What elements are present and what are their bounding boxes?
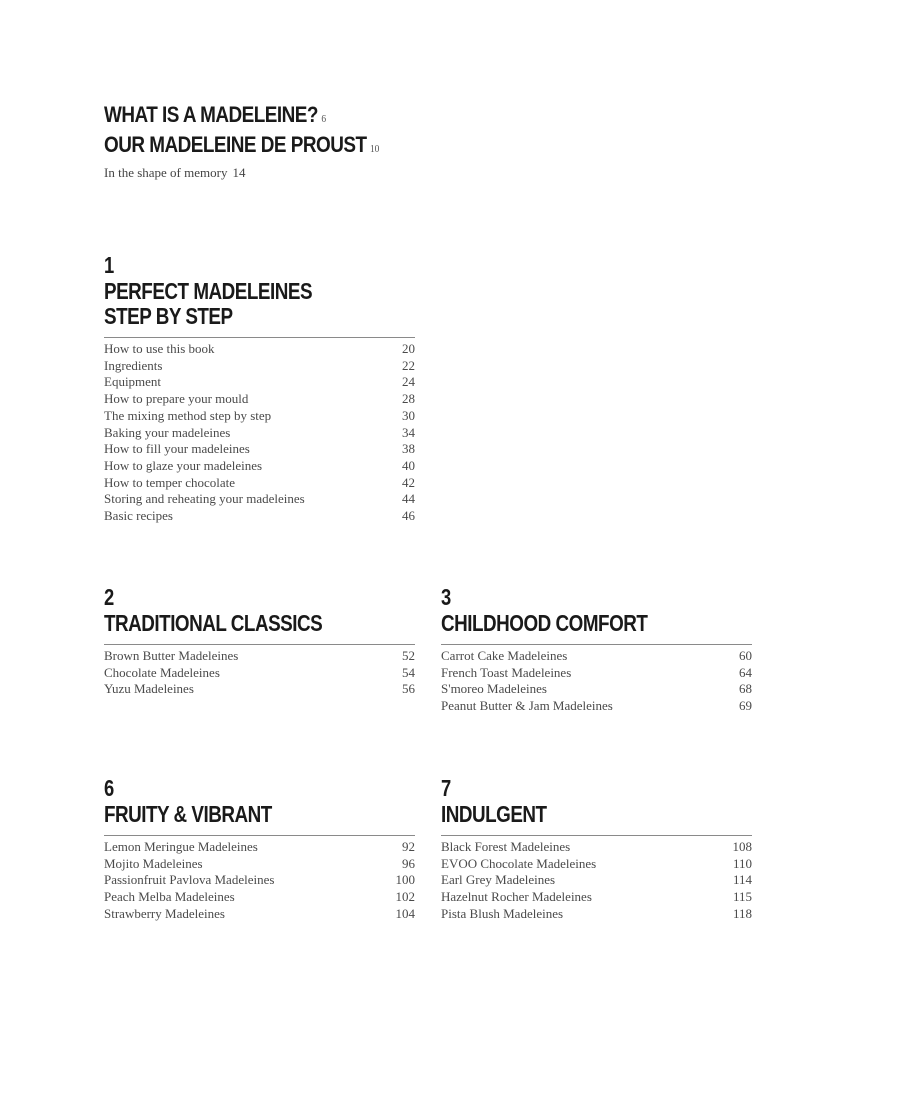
chapter-number: 2 <box>104 584 115 610</box>
toc-entry <box>104 341 415 358</box>
toc-entry-page: 108 <box>732 839 752 854</box>
chapter-divider <box>441 835 752 836</box>
chapter-entries <box>441 839 752 923</box>
toc-entry-title: Carrot Cake Madeleines <box>441 648 568 663</box>
toc-entry-title: S'moreo Madeleines <box>441 681 547 697</box>
toc-entry-page: 20 <box>402 341 415 356</box>
toc-entry-page: 115 <box>732 889 752 905</box>
toc-entry-title: How to glaze your madeleines <box>104 457 263 473</box>
toc-entry <box>104 358 415 375</box>
toc-entry <box>104 425 415 442</box>
toc-entry-page: 110 <box>732 855 752 871</box>
toc-entry-title: Lemon Meringue Madeleines <box>104 839 258 854</box>
toc-entry-title: Storing and reheating your madeleines <box>104 491 305 507</box>
chapter-title-line: STEP BY STEP <box>104 303 233 329</box>
intro-page-number: 10 <box>369 143 380 155</box>
chapter-entries <box>104 839 415 923</box>
toc-entry-page: 100 <box>395 872 415 888</box>
toc-entry <box>441 839 752 856</box>
toc-entry-title: Baking your madeleines <box>104 424 231 440</box>
toc-entry-page: 96 <box>402 855 415 871</box>
intro-title: WHAT IS A MADELEINE? <box>104 102 318 127</box>
toc-entry-page: 118 <box>732 905 752 921</box>
toc-entry-page: 52 <box>402 648 415 663</box>
toc-entry-title: EVOO Chocolate Madeleines <box>441 855 597 871</box>
toc-entry-page: 24 <box>402 374 415 390</box>
toc-entry-page: 102 <box>395 889 415 905</box>
toc-entry-title: How to prepare your mould <box>104 391 249 407</box>
toc-entry-page: 69 <box>739 698 752 714</box>
chapter-1 <box>104 253 415 525</box>
toc-entry-title: Hazelnut Rocher Madeleines <box>441 889 592 905</box>
toc-entry-title: French Toast Madeleines <box>441 664 572 680</box>
chapter-title <box>104 611 359 636</box>
toc-entry-title: The mixing method step by step <box>104 407 272 423</box>
toc-entry-page: 42 <box>402 474 415 490</box>
chapter-title <box>441 802 696 827</box>
toc-entry-title: Equipment <box>104 374 162 390</box>
toc-entry-page: 22 <box>402 357 415 373</box>
toc-entry-title: How to fill your madeleines <box>104 441 250 457</box>
chapter-divider <box>104 644 415 645</box>
toc-entry-title: Peach Melba Madeleines <box>104 889 235 905</box>
chapter-divider <box>441 644 752 645</box>
intro-sub-title: In the shape of memory <box>104 165 228 180</box>
intro-heading <box>104 132 379 162</box>
toc-entry-title: Chocolate Madeleines <box>104 664 220 680</box>
toc-entry-page: 40 <box>402 457 415 473</box>
chapter-number: 3 <box>441 584 452 610</box>
chapter-2 <box>104 585 415 698</box>
toc-entry-title: How to use this book <box>104 341 215 356</box>
chapter-6 <box>104 776 415 923</box>
chapter-divider <box>104 337 415 338</box>
toc-entry <box>104 441 415 458</box>
intro-subheading <box>104 165 424 181</box>
toc-entry <box>104 889 415 906</box>
toc-entry-page: 60 <box>739 648 752 663</box>
toc-entry <box>441 681 752 698</box>
toc-entry-title: Strawberry Madeleines <box>104 905 225 921</box>
toc-entry-page: 30 <box>402 407 415 423</box>
toc-entry-page: 34 <box>402 424 415 440</box>
chapter-divider <box>104 835 415 836</box>
chapter-number: 1 <box>104 252 115 278</box>
chapter-7 <box>441 776 752 923</box>
toc-entry-title: Black Forest Madeleines <box>441 839 571 854</box>
chapter-title <box>441 611 696 636</box>
toc-entry-title: Yuzu Madeleines <box>104 681 194 697</box>
toc-entry-page: 64 <box>739 664 752 680</box>
toc-entry <box>441 856 752 873</box>
chapter-title-line: TRADITIONAL CLASSICS <box>104 610 323 636</box>
intro-title: OUR MADELEINE DE PROUST <box>104 132 367 157</box>
chapter-title-line: PERFECT MADELEINES <box>104 278 313 304</box>
chapter-title-line: CHILDHOOD COMFORT <box>441 610 648 636</box>
toc-entry <box>104 458 415 475</box>
toc-entry <box>104 475 415 492</box>
toc-entry <box>441 872 752 889</box>
toc-entry-title: Brown Butter Madeleines <box>104 648 239 663</box>
toc-entry-page: 104 <box>395 905 415 921</box>
chapter-entries <box>104 648 415 698</box>
intro-page-number: 14 <box>232 165 246 180</box>
toc-entry-title: Peanut Butter & Jam Madeleines <box>441 698 613 714</box>
toc-entry-title: Ingredients <box>104 357 163 373</box>
toc-entry <box>441 889 752 906</box>
toc-entry <box>104 491 415 508</box>
toc-entry <box>104 648 415 665</box>
toc-entry-title: How to temper chocolate <box>104 474 236 490</box>
toc-entry <box>104 665 415 682</box>
toc-entry-page: 28 <box>402 391 415 407</box>
toc-entry <box>104 391 415 408</box>
toc-entry-page: 92 <box>402 839 415 854</box>
toc-entry <box>104 408 415 425</box>
toc-entry-page: 38 <box>402 441 415 457</box>
toc-entry-page: 114 <box>732 872 752 888</box>
toc-entry-title: Basic recipes <box>104 508 173 524</box>
toc-entry-page: 44 <box>402 491 415 507</box>
toc-entry-page: 46 <box>402 508 415 524</box>
toc-entry <box>441 698 752 715</box>
toc-entry-page: 68 <box>739 681 752 697</box>
toc-entry <box>104 856 415 873</box>
toc-entry-page: 54 <box>402 664 415 680</box>
toc-entry <box>104 374 415 391</box>
toc-entry-title: Pista Blush Madeleines <box>441 905 564 921</box>
toc-entry-title: Passionfruit Pavlova Madeleines <box>104 872 275 888</box>
chapter-number: 7 <box>441 775 452 801</box>
toc-entry-title: Mojito Madeleines <box>104 855 203 871</box>
toc-entry-title: Earl Grey Madeleines <box>441 872 556 888</box>
chapter-title <box>104 802 359 827</box>
toc-entry <box>441 665 752 682</box>
toc-entry <box>104 906 415 923</box>
toc-entry <box>104 872 415 889</box>
chapter-number: 6 <box>104 775 115 801</box>
chapter-title-line: INDULGENT <box>441 801 547 827</box>
toc-entry <box>441 648 752 665</box>
chapter-title-line: FRUITY & VIBRANT <box>104 801 272 827</box>
toc-entry <box>104 839 415 856</box>
intro-page-number: 6 <box>321 113 327 125</box>
intro-section <box>104 102 424 181</box>
toc-entry <box>104 681 415 698</box>
chapter-title <box>104 279 359 329</box>
chapter-3 <box>441 585 752 715</box>
chapter-entries <box>104 341 415 525</box>
toc-entry <box>104 508 415 525</box>
chapter-entries <box>441 648 752 715</box>
intro-heading <box>104 102 379 132</box>
toc-entry <box>441 906 752 923</box>
toc-entry-page: 56 <box>402 681 415 697</box>
